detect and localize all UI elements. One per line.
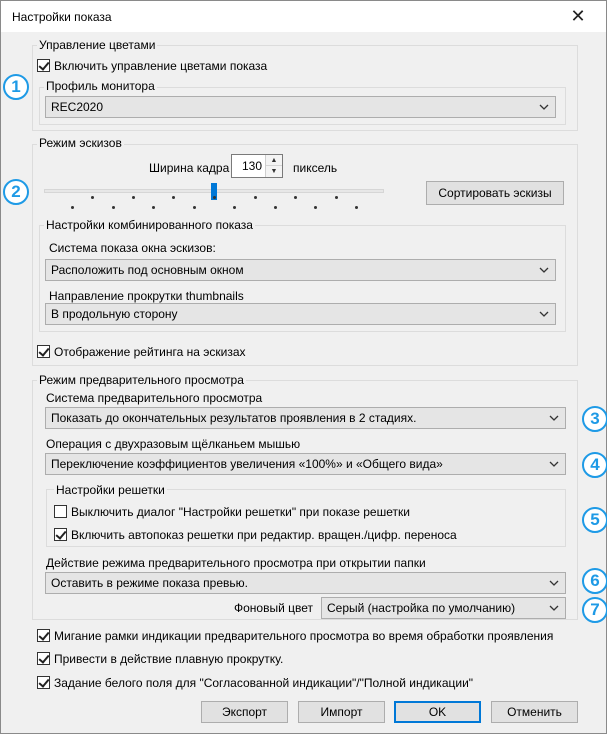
background-color-value: Серый (настройка по умолчанию) (327, 601, 516, 615)
slider-tick (193, 206, 196, 209)
slider-tick (172, 196, 175, 199)
callout-7: 7 (582, 597, 607, 623)
sort-thumbnails-button[interactable]: Сортировать эскизы (426, 181, 564, 205)
background-color-select[interactable] (321, 597, 566, 619)
folder-open-action-label: Действие режима предварительного просмотра при открытии папки (46, 556, 426, 570)
slider-tick (355, 206, 358, 209)
folder-open-action-value: Оставить в режиме показа превью. (51, 576, 248, 590)
blink-frame-label: Мигание рамки индикации предварительного просмотра во время обработки проявления (54, 629, 554, 643)
smooth-scroll-checkbox[interactable] (37, 652, 50, 665)
white-field-label: Задание белого поля для "Согласованной индикации"/"Полной индикации" (54, 676, 474, 690)
callout-3: 3 (582, 406, 607, 432)
slider-tick (152, 206, 155, 209)
slider-tick (213, 196, 216, 199)
spinner-down-icon[interactable]: ▼ (270, 168, 278, 175)
chevron-down-icon (539, 102, 549, 112)
auto-show-grid-checkbox[interactable] (54, 528, 67, 541)
thumbnail-mode-legend: Режим эскизов (39, 136, 122, 150)
callout-2: 2 (3, 179, 29, 205)
white-field-checkbox[interactable] (37, 676, 50, 689)
monitor-profile-select[interactable] (45, 96, 556, 118)
slider-tick (112, 206, 115, 209)
frame-width-slider[interactable] (44, 183, 384, 213)
double-click-select[interactable] (45, 453, 566, 475)
chevron-down-icon (549, 459, 559, 469)
combined-view-legend: Настройки комбинированного показа (46, 218, 253, 232)
slider-tick (233, 206, 236, 209)
spinner-up-icon[interactable]: ▲ (266, 155, 282, 166)
background-color-label: Фоновый цвет (234, 601, 314, 615)
dialog-title: Настройки показа (12, 10, 112, 24)
preview-system-select[interactable] (45, 407, 566, 429)
chevron-down-icon (539, 309, 549, 319)
color-management-legend: Управление цветами (39, 38, 156, 52)
double-click-label: Операция с двухразовым щёлканьем мышью (46, 437, 301, 451)
title-bar (1, 1, 606, 32)
chevron-down-icon (549, 578, 559, 588)
thumbnail-window-system-label: Система показа окна эскизов: (49, 241, 216, 255)
slider-tick (71, 206, 74, 209)
preview-system-value: Показать до окончательных результатов проявления в 2 стадиях. (51, 411, 417, 425)
slider-tick (314, 206, 317, 209)
enable-color-management-label: Включить управление цветами показа (54, 59, 268, 73)
thumbnail-window-system-select[interactable] (45, 259, 556, 281)
blink-frame-checkbox[interactable] (37, 629, 50, 642)
export-button[interactable]: Экспорт (201, 701, 288, 723)
spinner-arrows (265, 155, 282, 177)
monitor-profile-legend: Профиль монитора (46, 79, 155, 93)
ok-button[interactable]: OK (394, 701, 481, 723)
frame-width-unit: пиксель (293, 161, 338, 175)
scroll-direction-label: Направление прокрутки thumbnails (49, 289, 244, 303)
scroll-direction-select[interactable] (45, 303, 556, 325)
slider-tick (294, 196, 297, 199)
slider-tick (132, 196, 135, 199)
cancel-button[interactable]: Отменить (491, 701, 578, 723)
disable-grid-dialog-checkbox[interactable] (54, 505, 67, 518)
preview-system-label: Система предварительного просмотра (46, 391, 263, 405)
disable-grid-dialog-label: Выключить диалог "Настройки решетки" при показе решетки (71, 505, 410, 519)
rating-on-thumbnails-checkbox[interactable] (37, 345, 50, 358)
chevron-down-icon (539, 265, 549, 275)
callout-1: 1 (3, 74, 29, 100)
chevron-down-icon (549, 603, 559, 613)
monitor-profile-value: REC2020 (51, 100, 104, 114)
smooth-scroll-label: Привести в действие плавную прокрутку. (54, 652, 284, 666)
slider-tick (274, 206, 277, 209)
callout-5: 5 (582, 507, 607, 533)
close-icon[interactable]: ✕ (570, 6, 586, 26)
folder-open-action-select[interactable] (45, 572, 566, 594)
import-button[interactable]: Импорт (298, 701, 385, 723)
preview-mode-legend: Режим предварительного просмотра (39, 373, 244, 387)
frame-width-spinner[interactable] (231, 154, 283, 178)
slider-tick (91, 196, 94, 199)
auto-show-grid-label: Включить автопоказ решетки при редактир. вращен./цифр. переноса (71, 528, 457, 542)
frame-width-label: Ширина кадра (149, 161, 230, 175)
scroll-direction-value: В продольную сторону (51, 307, 178, 321)
grid-settings-legend: Настройки решетки (56, 483, 165, 497)
frame-width-value: 130 (241, 159, 262, 173)
rating-on-thumbnails-label: Отображение рейтинга на эскизах (54, 345, 246, 359)
slider-tick (254, 196, 257, 199)
thumbnail-window-system-value: Расположить под основным окном (51, 263, 244, 277)
chevron-down-icon (549, 413, 559, 423)
callout-6: 6 (582, 568, 607, 594)
double-click-value: Переключение коэффициентов увеличения «100%» и «Общего вида» (51, 457, 443, 471)
slider-tick (335, 196, 338, 199)
callout-4: 4 (582, 452, 607, 478)
enable-color-management-checkbox[interactable] (37, 59, 50, 72)
